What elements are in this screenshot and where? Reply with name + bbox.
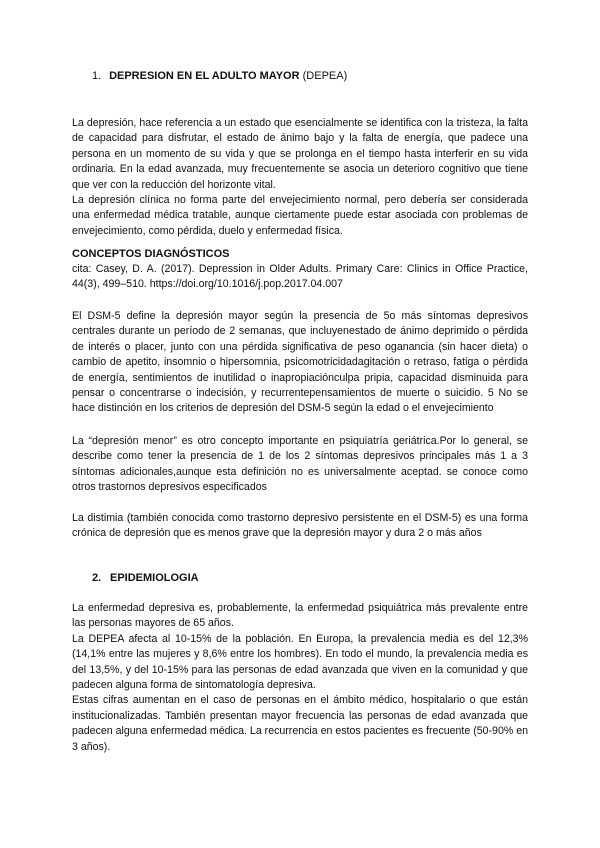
epidemiology-paragraph-1: La enfermedad depresiva es, probablemente, la enfermedad psiquiátrica más prevalente entre las personas mayores de 65 años. xyxy=(72,602,528,630)
epidemiology-paragraph-2: La DEPEA afecta al 10-15% de la población. En Europa, la prevalencia media es del 12,3% (14,1% entre las mujeres y 8,6% entre los hombres). En todo el mundo, la prevalencia media es del 13,5%, y del 10-15% para las personas de edad avanzada que viven en la comunidad y que padecen alguna forma de sintomatología depresiva. xyxy=(72,632,528,692)
dysthymia-paragraph: La distimia (también conocida como trastorno depresivo persistente en el DSM-5) es una forma crónica de depresión que es menos grave que la depresión mayor y dura 2 o más años xyxy=(72,512,528,540)
citation xyxy=(72,262,528,293)
section-2-number: 2. xyxy=(92,572,102,584)
section-2-heading xyxy=(92,571,199,585)
section-2-title: EPIDEMIOLOGIA xyxy=(110,572,199,584)
epidemiology-section xyxy=(72,601,528,755)
minor-depression-section xyxy=(72,434,528,496)
section-1-title: DEPRESION EN EL ADULTO MAYOR xyxy=(109,70,300,82)
dysthymia-section xyxy=(72,511,528,542)
dsm5-section xyxy=(72,309,528,417)
section-1-number: 1. xyxy=(92,70,102,82)
concepts-heading: CONCEPTOS DIAGNÓSTICOS xyxy=(72,248,230,260)
intro-paragraph-2: La depresión clínica no forma parte del envejecimiento normal, pero debería ser considerada una enfermedad médica tratable, aunque ciertamente puede estar asociada con problemas de envejecimiento, como pérdida, duelo y enfermedad física. xyxy=(72,194,528,237)
section-1-title-suffix: (DEPEA) xyxy=(299,70,348,82)
intro-section xyxy=(72,116,528,239)
citation-text: cita: Casey, D. A. (2017). Depression in Older Adults. Primary Care: Clinics in Office Practice, 44(3), 499–510. https://doi.org/10.1016/j.pop.2017.04.007 xyxy=(72,263,528,291)
epidemiology-paragraph-3: Estas cifras aumentan en el caso de personas en el ámbito médico, hospitalario o que están institucionalizadas. También presentan mayor frecuencia las personas de edad avanzada que padecen alguna enfermedad médica. La recurrencia en estos pacientes es frecuente (50-90% en 3 años). xyxy=(72,694,528,753)
dsm5-paragraph: El DSM-5 define la depresión mayor según la presencia de 5o más síntomas depresivos centrales durante un período de 2 semanas, que incluyenestado de ánimo deprimido o pérdida de interés o placer, junto con una pérdida significativa de peso oganancia (sin hacer dieta) o cambio de apetito, insomnio o hipersomnia, psicomotricidadagitación o retraso, fatiga o pérdida de energía, sentimientos de inutilidad o inapropiaciónculpa pripia, capacidad disminuida para pensar o concentrarse o indecisión, y recurrentepensamientos de muerte o suicidio. 5 No se hace distinción en los criterios de depresión del DSM-5 según la edad o el envejecimiento xyxy=(72,310,528,415)
section-1-heading xyxy=(92,69,347,83)
intro-paragraph-1: La depresión, hace referencia a un estado que esencialmente se identifica con la tristeza, la falta de capacidad para disfrutar, el estado de ánimo bajo y la falta de energía, que padece una persona en un momento de su vida y que se prolonga en el tiempo hasta interferir en su vida ordinaria. En la edad avanzada, muy frecuentemente se asocia un deterioro cognitivo que tiene que ver con la reducción del horizonte vital. xyxy=(72,117,528,191)
minor-depression-paragraph: La “depresión menor” es otro concepto importante en psiquiatría geriátrica.Por lo general, se describe como tener la presencia de 1 de los 2 síntomas depresivos principales más 1 a 3 síntomas adicionales,aunque esta definición no es universalmente aceptad. se conoce como otros trastornos depresivos especificados xyxy=(72,435,528,494)
